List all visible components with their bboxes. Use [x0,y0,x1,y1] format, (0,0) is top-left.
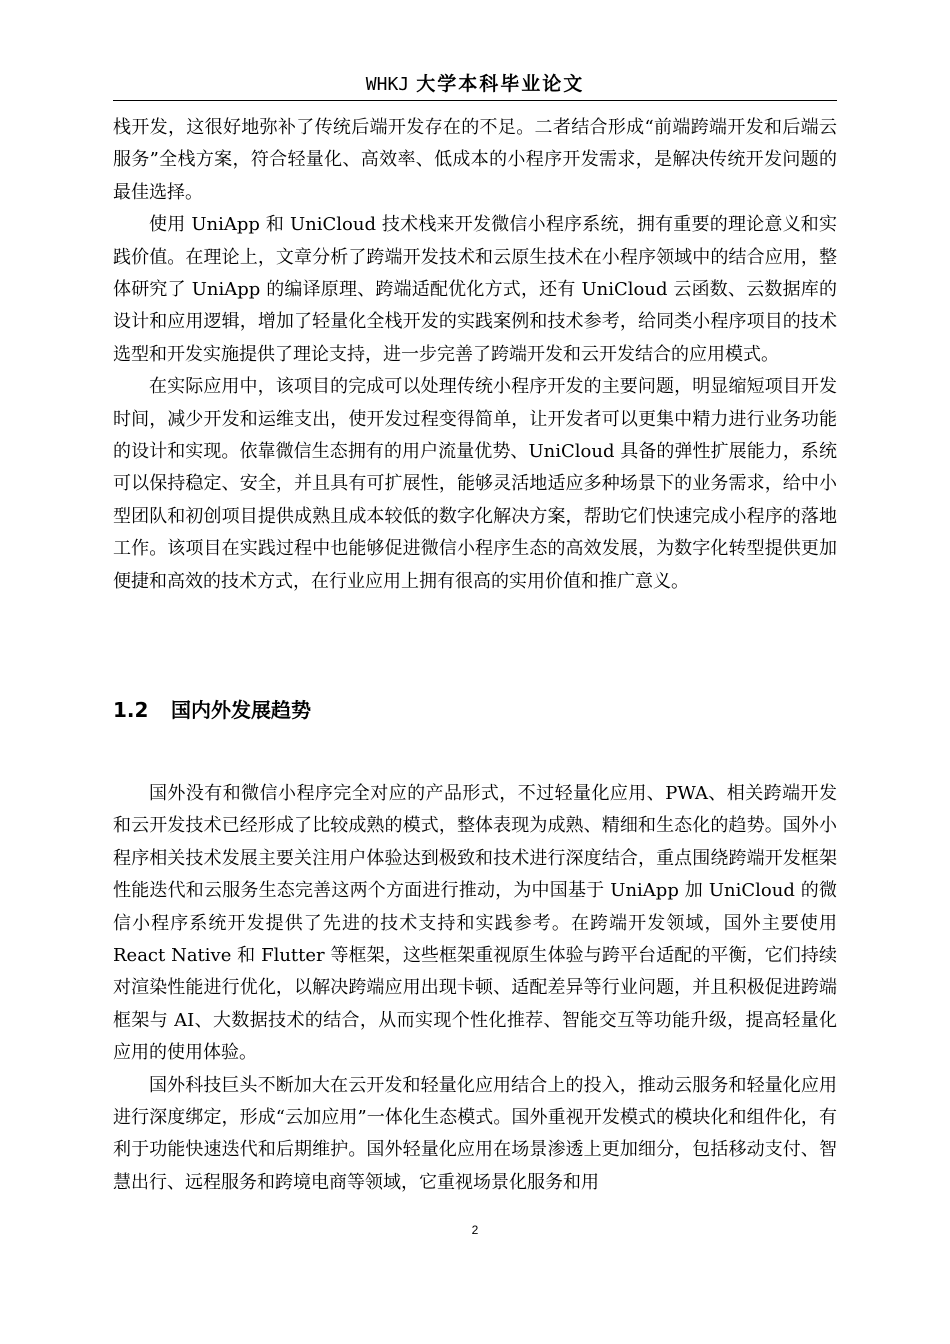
body-text-before-section [113,112,837,598]
header-thesis-title: 大学本科毕业论文 [416,73,585,95]
section-number: 1.2 [113,698,149,722]
page-header [113,70,837,101]
section-title: 国内外发展趋势 [171,698,311,722]
paragraph: 使用 UniApp 和 UniCloud 技术栈来开发微信小程序系统，拥有重要的理论意义和实践价值。在理论上，文章分析了跨端开发技术和云原生技术在小程序领域中的结合应用，整体研究了 UniApp 的编译原理、跨端适配优化方式，还有 UniCloud 云函数、云数据库的设计和应用逻辑，增加了轻量化全栈开发的实践案例和技术参考，给同类小程序项目的技术选型和开发实施提供了理论支持，进一步完善了跨端开发和云开发结合的应用模式。 [113,214,837,365]
paragraph: 栈开发，这很好地弥补了传统后端开发存在的不足。二者结合形成“前端跨端开发和后端云服务”全栈方案，符合轻量化、高效率、低成本的小程序开发需求，是解决传统开发问题的最佳选择。 [113,117,837,203]
header-school-code: WHKJ [365,74,410,95]
section-heading [113,694,311,726]
paragraph: 在实际应用中，该项目的完成可以处理传统小程序开发的主要问题，明显缩短项目开发时间，减少开发和运维支出，使开发过程变得简单，让开发者可以更集中精力进行业务功能的设计和实现。依靠微信生态拥有的用户流量优势、UniCloud 具备的弹性扩展能力，系统可以保持稳定、安全，并且具有可扩展性，能够灵活地适应多种场景下的业务需求，给中小型团队和初创项目提供成熟且成本较低的数字化解决方案，帮助它们快速完成小程序的落地工作。该项目在实践过程中也能够促进微信小程序生态的高效发展，为数字化转型提供更加便捷和高效的技术方式，在行业应用上拥有很高的实用价值和推广意义。 [113,376,837,592]
paragraph: 国外没有和微信小程序完全对应的产品形式，不过轻量化应用、PWA、相关跨端开发和云开发技术已经形成了比较成熟的模式，整体表现为成熟、精细和生态化的趋势。国外小程序相关技术发展主要关注用户体验达到极致和技术进行深度结合，重点围绕跨端开发框架性能迭代和云服务生态完善这两个方面进行推动，为中国基于 UniApp 加 UniCloud 的微信小程序系统开发提供了先进的技术支持和实践参考。在跨端开发领域，国外主要使用 React Native 和 Flutter 等框架，这些框架重视原生体验与跨平台适配的平衡，它们持续对渲染性能进行优化，以解决跨端应用出现卡顿、适配差异等行业问题，并且积极促进跨端框架与 AI、大数据技术的结合，从而实现个性化推荐、智能交互等功能升级，提高轻量化应用的使用体验。 [113,783,837,1064]
body-text-after-section [113,778,837,1199]
paragraph: 国外科技巨头不断加大在云开发和轻量化应用结合上的投入，推动云服务和轻量化应用进行深度绑定，形成“云加应用”一体化生态模式。国外重视开发模式的模块化和组件化，有利于功能快速迭代和后期维护。国外轻量化应用在场景渗透上更加细分，包括移动支付、智慧出行、远程服务和跨境电商等领域，它重视场景化服务和用 [113,1074,837,1193]
page-number: 2 [471,1223,479,1237]
